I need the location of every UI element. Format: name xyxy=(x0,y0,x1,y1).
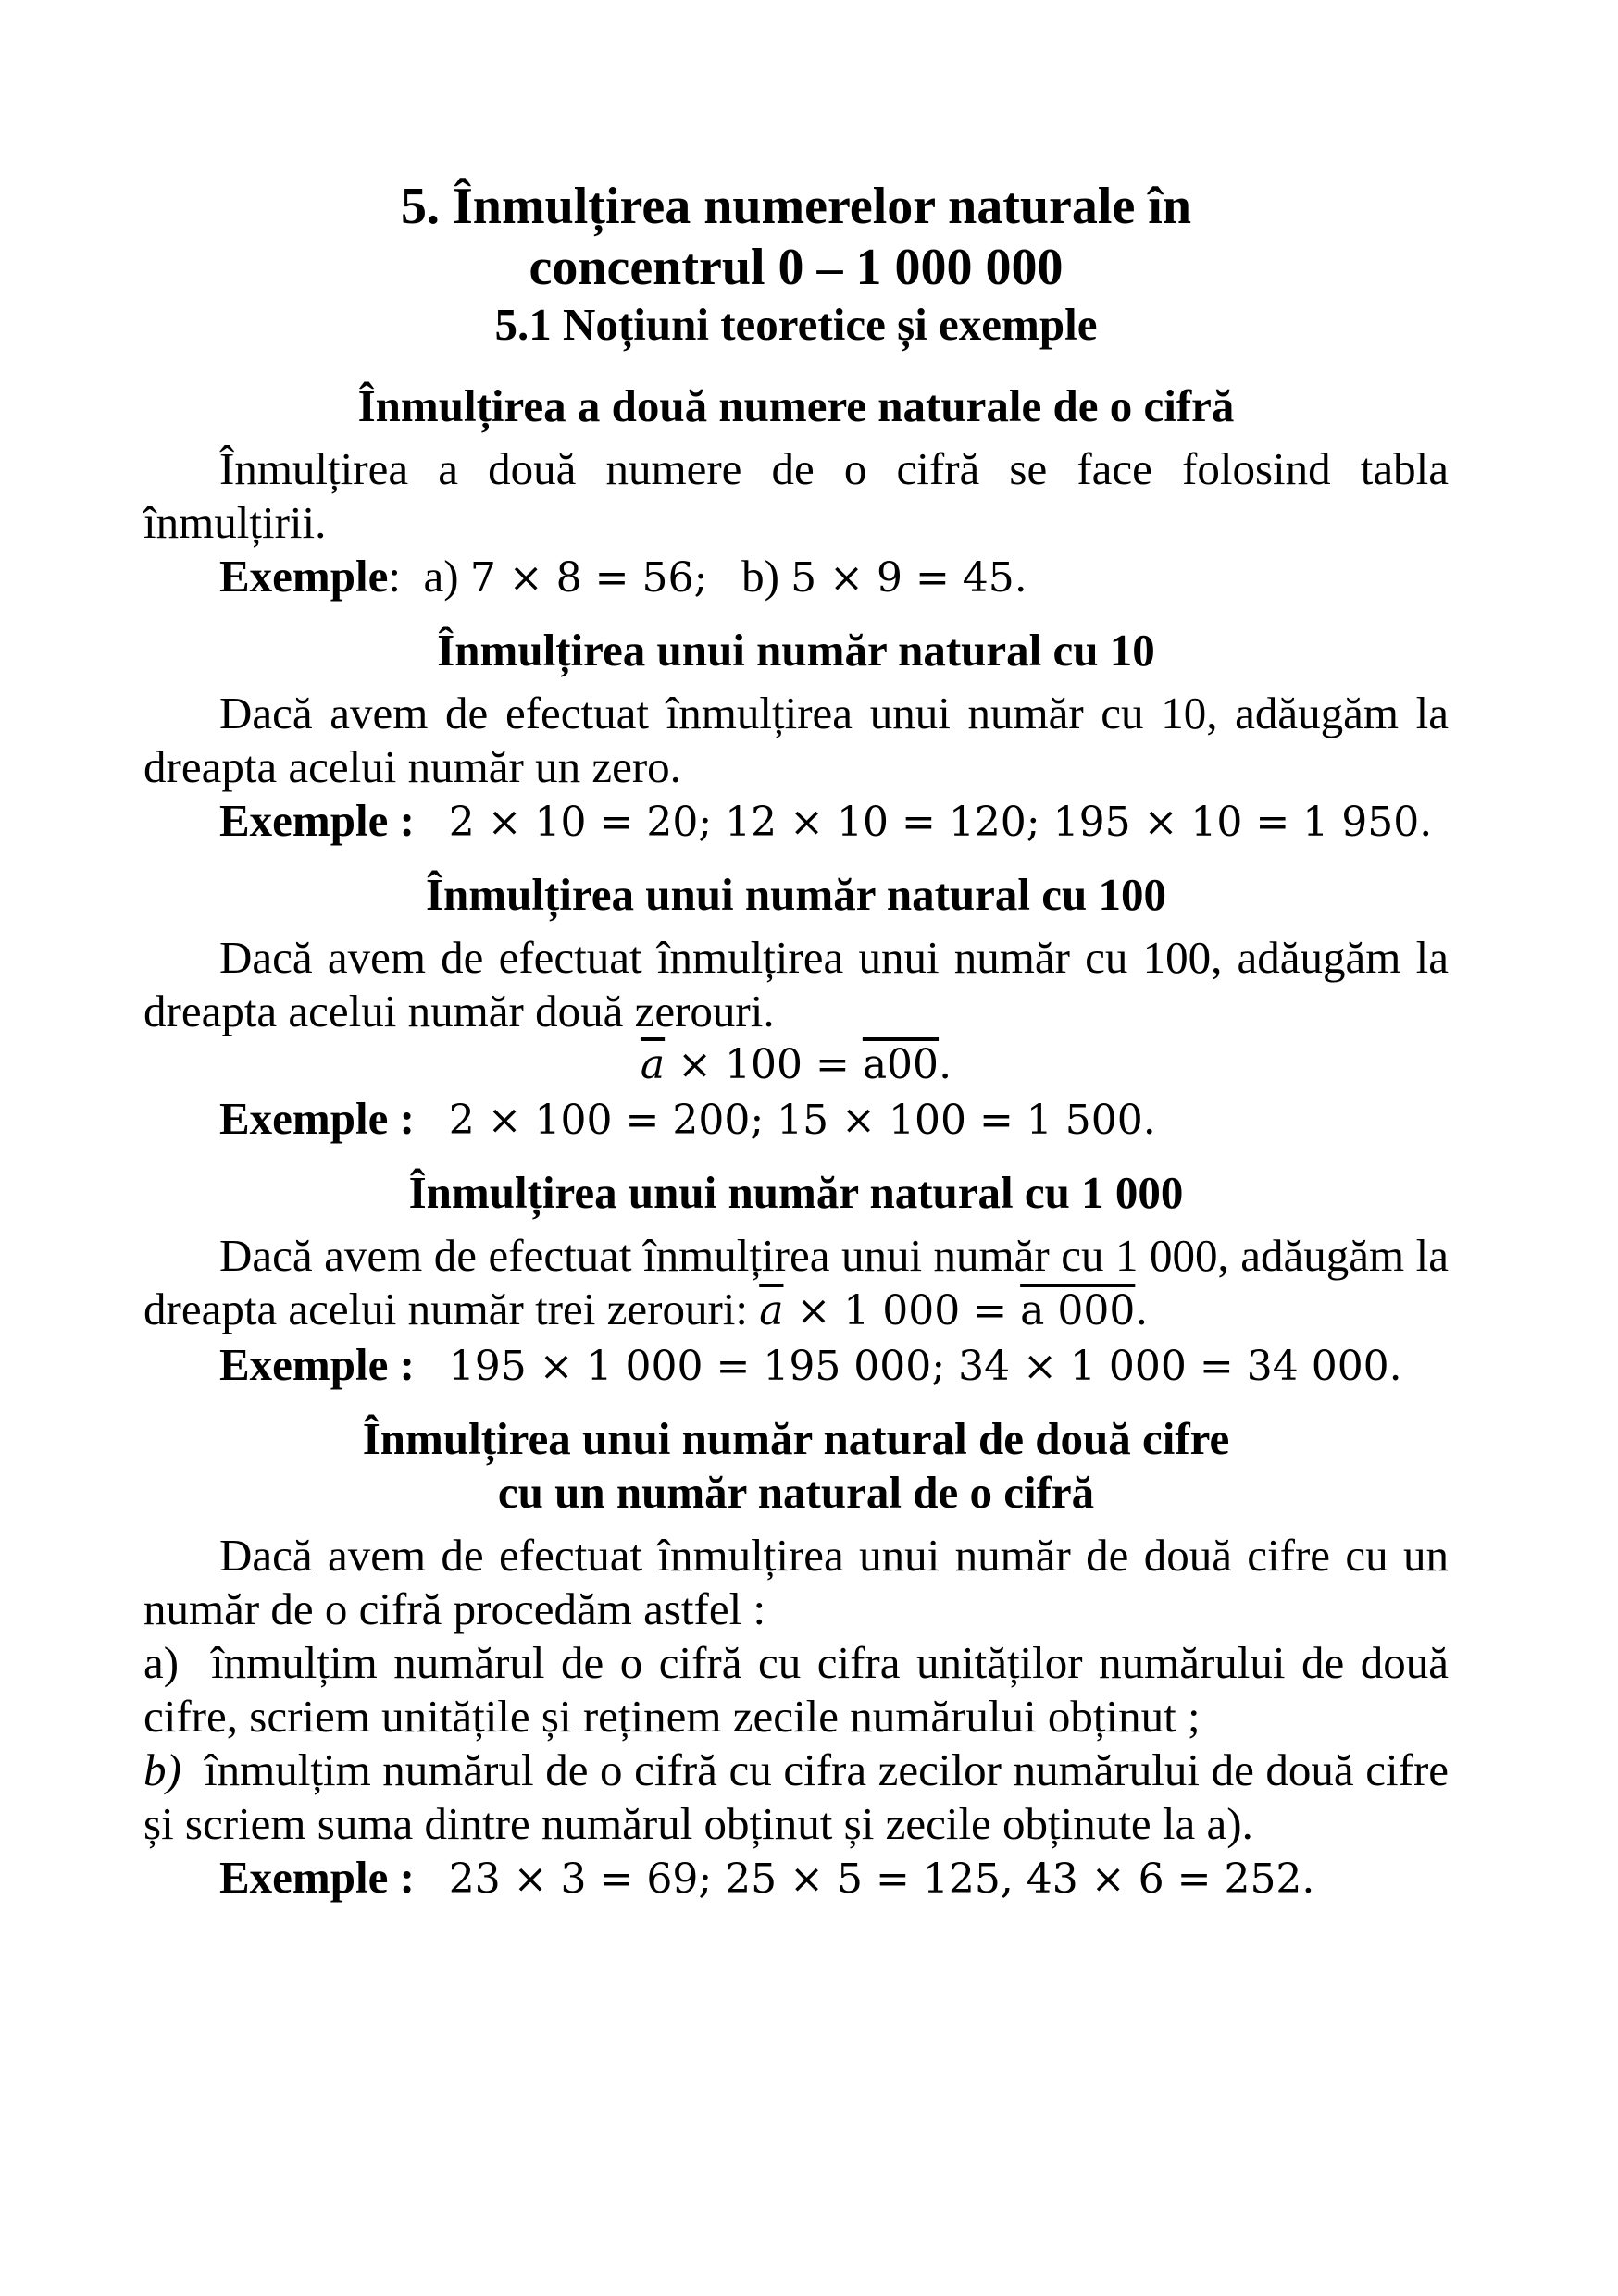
section-heading: Înmulțirea unui număr natural cu 1 000 xyxy=(408,1167,1184,1218)
example-b: 5 × 9 = 45. xyxy=(790,554,1027,602)
section-heading: Înmulțirea unui număr natural cu 10 xyxy=(437,625,1155,676)
section-two-digit-by-one-digit xyxy=(143,1412,1449,1906)
examples: 23 × 3 = 69; 25 × 5 = 125, 43 × 6 = 252. xyxy=(448,1855,1315,1903)
document-page xyxy=(143,176,1449,1906)
step-a-tag: a) xyxy=(143,1637,180,1688)
section-one-digit xyxy=(143,379,1449,605)
step-b-tag: b) xyxy=(143,1744,181,1795)
example-line: Exemple: a) 7 × 8 = 56; b) 5 × 9 = 45. xyxy=(219,551,1027,602)
formula-left: $\overline{a}$ xyxy=(640,1041,666,1088)
formula-right: a00 xyxy=(862,1041,940,1088)
formula xyxy=(143,1038,1449,1092)
example-label: Exemple xyxy=(219,795,389,846)
example-line: Exemple : 195 × 1 000 = 195 000; 34 × 1 000 = 34 000. xyxy=(219,1339,1402,1390)
formula-right: a 000 xyxy=(1020,1287,1136,1334)
section-text-body: Dacă avem de efectuat înmulțirea unui număr cu 1 000, adăugăm la dreapta acelui număr trei zerouri: xyxy=(143,1230,1449,1334)
step-b xyxy=(143,1744,1449,1851)
step-a xyxy=(143,1636,1449,1744)
section-subtitle: 5.1 Noțiuni teoretice și exemple xyxy=(494,299,1098,350)
section-text xyxy=(143,1229,1449,1338)
example-label: Exemple xyxy=(219,1339,389,1390)
formula-left: $\overline{a}$ xyxy=(759,1287,784,1334)
section-heading-line1: Înmulțirea unui număr natural de două cifre xyxy=(362,1413,1230,1464)
examples: 2 × 100 = 200; 15 × 100 = 1 500. xyxy=(448,1097,1156,1144)
chapter-title-line2: concentrul 0 – 1 000 000 xyxy=(529,239,1064,296)
formula-mid: × 100 = xyxy=(665,1041,863,1088)
example-label: Exemple xyxy=(219,1852,389,1903)
formula-mid: × 1 000 = xyxy=(783,1287,1021,1334)
examples: 195 × 1 000 = 195 000; 34 × 1 000 = 34 000. xyxy=(448,1343,1402,1390)
example-a: 7 × 8 = 56; xyxy=(469,554,708,602)
formula-end: . xyxy=(1135,1287,1149,1334)
section-times-10 xyxy=(143,624,1449,850)
section-text: Dacă avem de efectuat înmulțirea unui număr cu 100, adăugăm la dreapta acelui număr două zerouri. xyxy=(143,932,1449,1036)
example-line: Exemple : 2 × 100 = 200; 15 × 100 = 1 500. xyxy=(219,1093,1156,1144)
example-b-tag: b) xyxy=(741,551,779,602)
section-heading: Înmulțirea unui număr natural cu 100 xyxy=(425,869,1167,920)
section-text: Înmulțirea a două numere de o cifră se face folosind tabla înmulțirii. xyxy=(143,443,1449,548)
example-line: Exemple : 2 × 10 = 20; 12 × 10 = 120; 195 × 10 = 1 950. xyxy=(219,795,1433,846)
section-text: Dacă avem de efectuat înmulțirea unui număr de două cifre cu un număr de o cifră procedăm astfel : xyxy=(143,1530,1449,1634)
section-times-1000 xyxy=(143,1166,1449,1394)
section-heading: Înmulțirea a două numere naturale de o cifră xyxy=(357,380,1235,431)
examples: 2 × 10 = 20; 12 × 10 = 120; 195 × 10 = 1 950. xyxy=(448,799,1433,846)
example-label: Exemple xyxy=(219,551,389,602)
section-times-100 xyxy=(143,868,1449,1148)
example-label: Exemple xyxy=(219,1093,389,1144)
step-a-text: înmulțim numărul de o cifră cu cifra unităților numărului de două cifre, scriem unitățile și reținem zecile numărului obținut ; xyxy=(143,1637,1449,1742)
formula xyxy=(759,1287,1148,1334)
example-a-tag: a) xyxy=(423,551,459,602)
example-line: Exemple : 23 × 3 = 69; 25 × 5 = 125, 43 × 6 = 252. xyxy=(219,1852,1315,1903)
step-b-text: înmulțim numărul de o cifră cu cifra zecilor numărului de două cifre și scriem suma dintre numărul obținut și zecile obținute la a). xyxy=(143,1744,1450,1849)
section-heading-line2: cu un număr natural de o cifră xyxy=(497,1467,1095,1518)
formula-end: . xyxy=(939,1041,952,1088)
chapter-title-line1: 5. Înmulțirea numerelor naturale în xyxy=(401,178,1191,235)
section-text: Dacă avem de efectuat înmulțirea unui număr cu 10, adăugăm la dreapta acelui număr un zero. xyxy=(143,688,1449,792)
